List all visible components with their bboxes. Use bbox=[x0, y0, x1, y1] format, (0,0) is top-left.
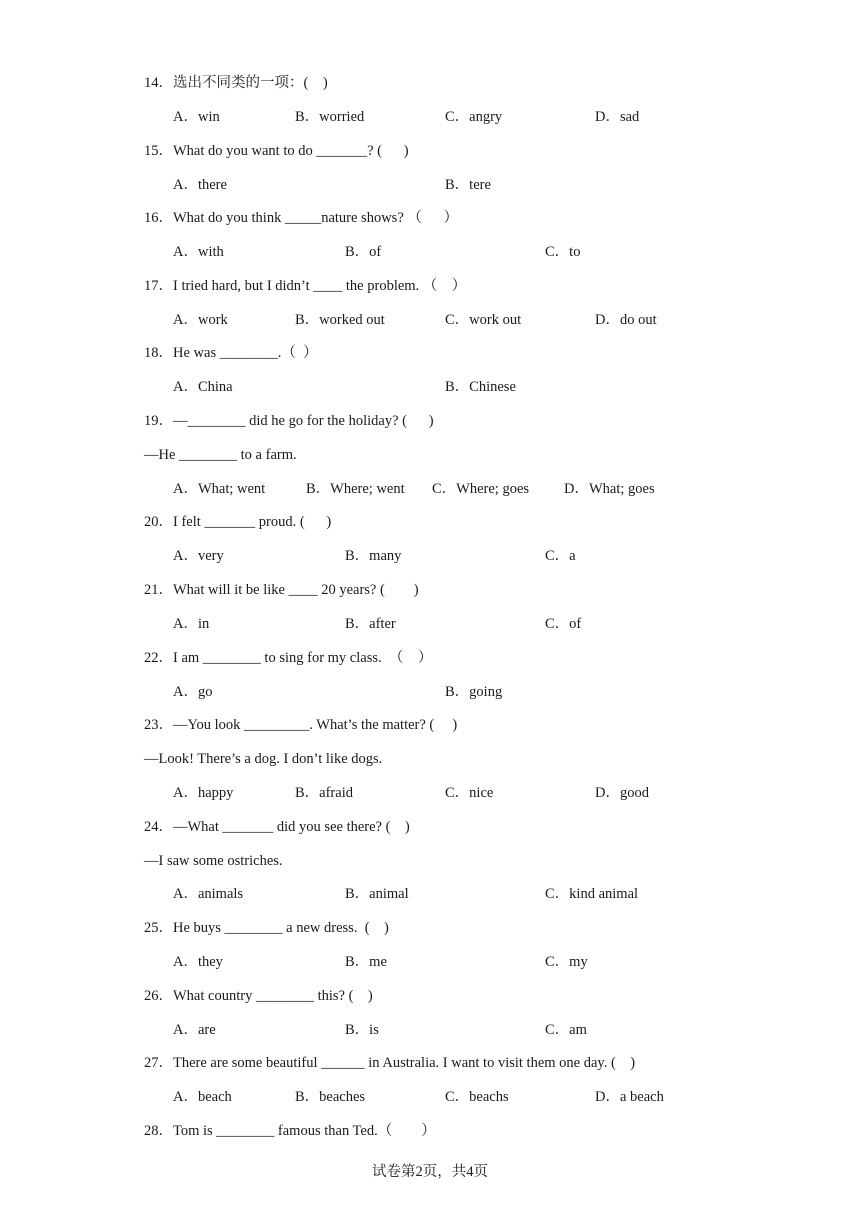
option: A．animals bbox=[173, 886, 244, 902]
option: B．worked out bbox=[295, 312, 385, 328]
option: C．nice bbox=[445, 785, 494, 801]
question-stem: 17．I tried hard, but I didn’t ____ the problem. （ ） bbox=[144, 278, 467, 294]
dialogue-line: —Look! There’s a dog. I don’t like dogs. bbox=[144, 751, 383, 767]
question-stem: 26．What country ________ this? ( ) bbox=[144, 988, 373, 1004]
question-stem: 15．What do you want to do _______? ( ) bbox=[144, 143, 409, 159]
option: A．there bbox=[173, 177, 227, 193]
option: A．go bbox=[173, 684, 213, 700]
question-stem: 23．—You look _________. What’s the matter? ( ) bbox=[144, 717, 458, 733]
option: D．sad bbox=[595, 109, 640, 125]
option: D．a beach bbox=[595, 1089, 664, 1105]
dialogue-line: —I saw some ostriches. bbox=[144, 853, 283, 869]
option: A．China bbox=[173, 379, 233, 395]
option: C．beachs bbox=[445, 1089, 509, 1105]
option: A．What; went bbox=[173, 481, 266, 497]
option: B．Chinese bbox=[445, 379, 516, 395]
option: A．win bbox=[173, 109, 220, 125]
question-stem: 21．What will it be like ____ 20 years? ( ) bbox=[144, 582, 419, 598]
option: C．Where; goes bbox=[432, 481, 530, 497]
option: C．kind animal bbox=[545, 886, 639, 902]
option: C．to bbox=[545, 244, 581, 260]
option: C．my bbox=[545, 954, 588, 970]
option: A．work bbox=[173, 312, 228, 328]
option: C．angry bbox=[445, 109, 503, 125]
option: B．animal bbox=[345, 886, 409, 902]
option: A．very bbox=[173, 548, 224, 564]
question-stem: 28．Tom is ________ famous than Ted.（ ） bbox=[144, 1123, 436, 1139]
option: B．worried bbox=[295, 109, 365, 125]
option: D．do out bbox=[595, 312, 657, 328]
option: A．happy bbox=[173, 785, 234, 801]
dialogue-line: —He ________ to a farm. bbox=[144, 447, 297, 463]
option: B．many bbox=[345, 548, 402, 564]
option: B．afraid bbox=[295, 785, 353, 801]
option: C．a bbox=[545, 548, 576, 564]
option: C．of bbox=[545, 616, 582, 632]
option: A．with bbox=[173, 244, 224, 260]
option: B．Where; went bbox=[306, 481, 405, 497]
option: D．What; goes bbox=[564, 481, 655, 497]
option: B．me bbox=[345, 954, 387, 970]
option: A．in bbox=[173, 616, 210, 632]
option: B．tere bbox=[445, 177, 491, 193]
question-stem: 24．—What _______ did you see there? ( ) bbox=[144, 819, 410, 835]
option: B．is bbox=[345, 1022, 379, 1038]
option: A．they bbox=[173, 954, 223, 970]
option: C．work out bbox=[445, 312, 522, 328]
option: A．are bbox=[173, 1022, 216, 1038]
option: B．going bbox=[445, 684, 503, 700]
question-stem: 25．He buys ________ a new dress. ( ) bbox=[144, 920, 389, 936]
question-stem: 19．—________ did he go for the holiday? ( ) bbox=[144, 413, 434, 429]
option: D．good bbox=[595, 785, 649, 801]
option: B．after bbox=[345, 616, 396, 632]
option: A．beach bbox=[173, 1089, 232, 1105]
question-stem: 14．选出不同类的一项：( ) bbox=[144, 75, 328, 91]
question-stem: 22．I am ________ to sing for my class. （ ） bbox=[144, 650, 433, 666]
option: B．beaches bbox=[295, 1089, 366, 1105]
question-stem: 27．There are some beautiful ______ in Australia. I want to visit them one day. ( ) bbox=[144, 1055, 636, 1071]
question-stem: 16．What do you think _____nature shows? （ ） bbox=[144, 210, 459, 226]
option: C．am bbox=[545, 1022, 587, 1038]
question-stem: 20．I felt _______ proud. ( ) bbox=[144, 514, 332, 530]
option: B．of bbox=[345, 244, 382, 260]
page-footer: 试卷第2页，共4页 bbox=[372, 1164, 488, 1180]
question-stem: 18．He was ________.（ ） bbox=[144, 345, 318, 361]
